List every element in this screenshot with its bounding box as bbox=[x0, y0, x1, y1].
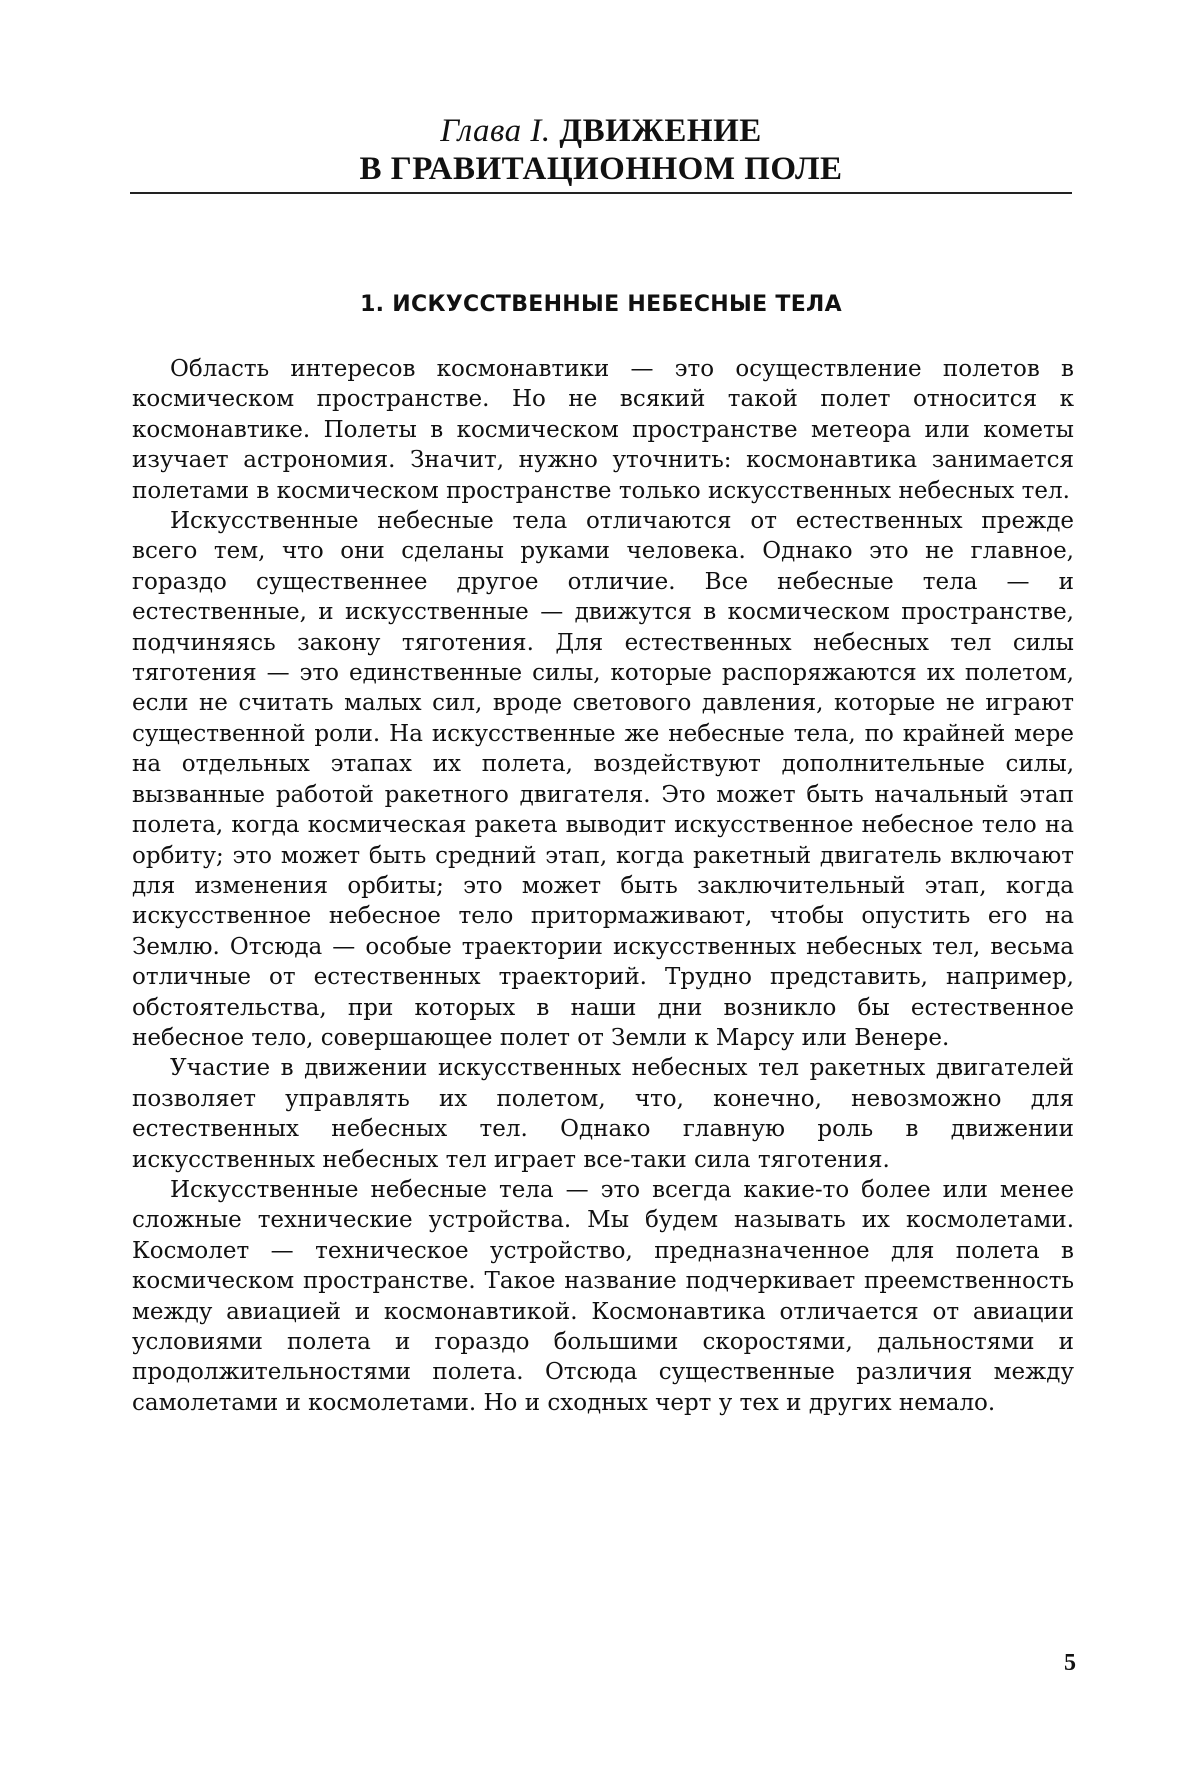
paragraph-1: Область интересов космонавтики — это осуществление полетов в космическом пространстве. Но не всякий такой полет относится к космонавтике. Полеты в космическом пространстве метеора или кометы изучает астрономия. Значит, нужно уточнить: космонавтика занимается полетами в космическом пространстве только искусственных небесных тел. bbox=[132, 356, 1074, 504]
chapter-title-line1: ДВИЖЕНИЕ bbox=[559, 113, 762, 149]
page-number: 5 bbox=[1064, 1650, 1076, 1676]
chapter-divider bbox=[130, 192, 1072, 194]
body-text bbox=[132, 354, 1074, 1418]
section-title: 1. ИСКУССТВЕННЫЕ НЕБЕСНЫЕ ТЕЛА bbox=[360, 292, 842, 317]
chapter-label: Глава I. bbox=[440, 113, 551, 149]
chapter-heading-line1 bbox=[130, 112, 1072, 150]
paragraph-4: Искусственные небесные тела — это всегда какие-то более или менее сложные технические устройства. Мы будем называть их космолетами. Космолет — техническое устройство, предназначенное для полета в космическом пространстве. Такое название подчеркивает преемственность между авиацией и космонавтикой. Космонавтика отличается от авиации условиями полета и гораздо большими скоростями, дальностями и продолжительностями полета. Отсюда существенные различия между самолетами и космолетами. Но и сходных черт у тех и других немало. bbox=[132, 1176, 1074, 1416]
chapter-title-line2: В ГРАВИТАЦИОННОМ ПОЛЕ bbox=[359, 151, 843, 187]
paragraph-3: Участие в движении искусственных небесных тел ракетных двигателей позволяет управлять их полетом, что, конечно, невозможно для естественных небесных тел. Однако главную роль в движении искусственных небесных тел играет все-таки сила тяготения. bbox=[132, 1055, 1074, 1173]
paragraph-2: Искусственные небесные тела отличаются от естественных прежде всего тем, что они сделаны руками человека. Однако это не главное, гораздо существеннее другое отличие. Все небесные тела — и естественные, и искусственные — движутся в космическом пространстве, подчиняясь закону тяготения. Для естественных небесных тел силы тяготения — это единственные силы, которые распоряжаются их полетом, если не считать малых сил, вроде светового давления, которые не играют существенной роли. На искусственные же небесные тела, по крайней мере на отдельных этапах их полета, воздействуют дополнительные силы, вызванные работой ракетного двигателя. Это может быть начальный этап полета, когда космическая ракета выводит искусственное небесное тело на орбиту; это может быть средний этап, когда ракетный двигатель включают для изменения орбиты; это может быть заключительный этап, когда искусственное небесное тело притормаживают, чтобы опустить его на Землю. Отсюда — особые траектории искусственных небесных тел, весьма отличные от естественных траекторий. Трудно представить, например, обстоятельства, при которых в наши дни возникло бы естественное небесное тело, совершающее полет от Земли к Марсу или Венере. bbox=[132, 508, 1074, 1051]
chapter-heading bbox=[130, 112, 1072, 188]
